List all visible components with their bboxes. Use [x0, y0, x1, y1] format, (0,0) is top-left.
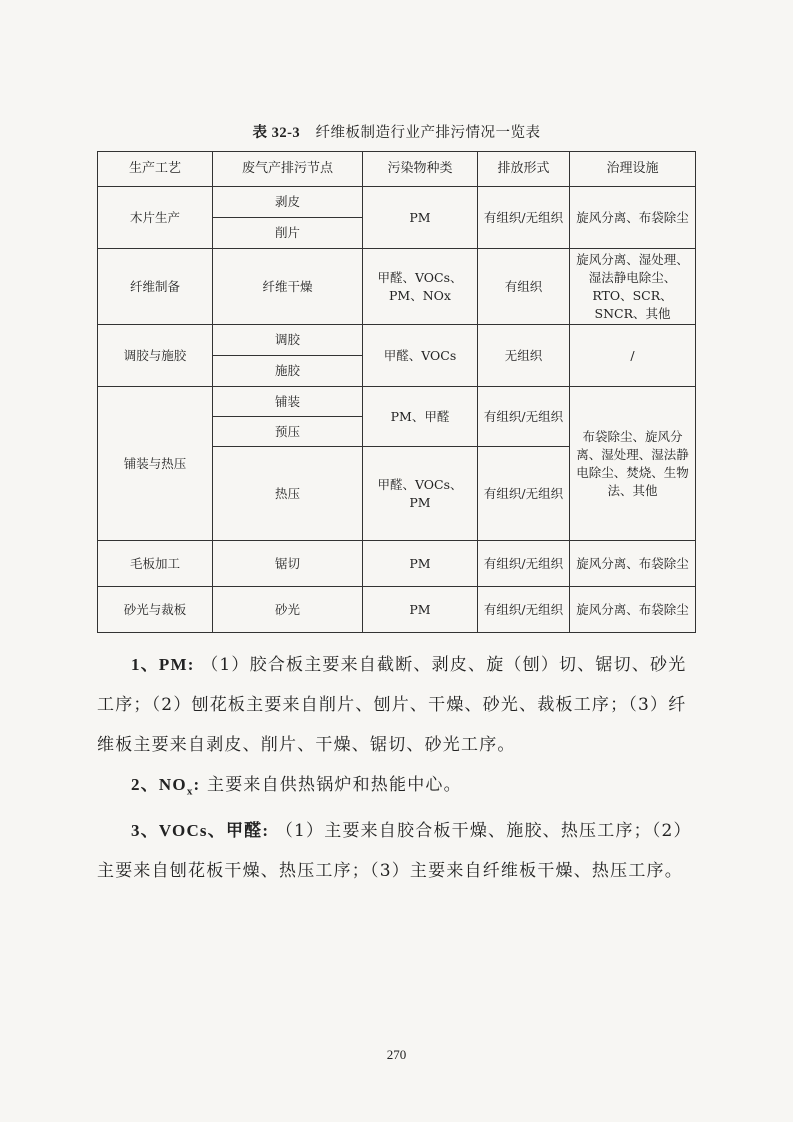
emission-cell: 有组织/无组织 [478, 541, 570, 587]
node-cell: 砂光 [213, 587, 363, 633]
node-cell: 铺装 [213, 387, 363, 417]
node-cell: 热压 [213, 447, 363, 541]
table-row [98, 541, 696, 587]
process-cell: 纤维制备 [98, 249, 213, 325]
node-cell: 纤维干燥 [213, 249, 363, 325]
node-cell: 锯切 [213, 541, 363, 587]
emission-cell: 有组织 [478, 249, 570, 325]
paragraph-pm [97, 645, 697, 765]
emission-cell: 无组织 [478, 325, 570, 387]
header-cell: 生产工艺 [98, 152, 213, 187]
body-text [97, 645, 697, 891]
pollutant-cell: PM [363, 541, 478, 587]
process-cell: 砂光与裁板 [98, 587, 213, 633]
node-cell: 剥皮 [213, 187, 363, 218]
treatment-cell: 旋风分离、湿处理、湿法静电除尘、RTO、SCR、SNCR、其他 [570, 249, 696, 325]
process-cell: 铺装与热压 [98, 387, 213, 541]
pollutant-cell: 甲醛、VOCs、PM、NOx [363, 249, 478, 325]
pollutant-cell: 甲醛、VOCs、PM [363, 447, 478, 541]
treatment-cell: 布袋除尘、旋风分离、湿处理、湿法静电除尘、焚烧、生物法、其他 [570, 387, 696, 541]
table-row [98, 587, 696, 633]
table-row [98, 187, 696, 218]
emission-cell: 有组织/无组织 [478, 187, 570, 249]
paragraph-text: （1）胶合板主要来自截断、剥皮、旋（刨）切、锯切、砂光工序；（2）刨花板主要来自削片、刨片、干燥、砂光、裁板工序；（3）纤维板主要来自剥皮、削片、干燥、锯切、砂光工序。 [97, 655, 687, 755]
table-row [98, 325, 696, 356]
paragraph-text: （1）主要来自胶合板干燥、施胶、热压工序；（2）主要来自刨花板干燥、热压工序；（3）主要来自纤维板干燥、热压工序。 [97, 821, 692, 882]
pollutant-cell: 甲醛、VOCs [363, 325, 478, 387]
node-cell: 预压 [213, 417, 363, 447]
paragraph-nox [97, 765, 697, 811]
emission-cell: 有组织/无组织 [478, 587, 570, 633]
pollutant-cell: PM [363, 587, 478, 633]
paragraph-lead: 3、VOCs、甲醛: [131, 821, 270, 841]
header-cell: 排放形式 [478, 152, 570, 187]
paragraph-text: 主要来自供热锅炉和热能中心。 [207, 775, 462, 795]
pollutant-cell: PM、甲醛 [363, 387, 478, 447]
page-number: 270 [386, 1047, 407, 1062]
paragraph-lead: 2、$NO_x$: [131, 775, 201, 798]
process-cell: 毛板加工 [98, 541, 213, 587]
emission-cell: 有组织/无组织 [478, 387, 570, 447]
pollutant-cell: PM [363, 187, 478, 249]
treatment-cell: / [570, 325, 696, 387]
emission-cell: 有组织/无组织 [478, 447, 570, 541]
table-title: 纤维板制造行业产排污情况一览表 [315, 125, 541, 141]
header-cell: 废气产排污节点 [213, 152, 363, 187]
table-row [98, 249, 696, 325]
treatment-cell: 旋风分离、布袋除尘 [570, 587, 696, 633]
process-cell: 木片生产 [98, 187, 213, 249]
paragraph-lead: 1、PM: [131, 655, 195, 674]
node-cell: 施胶 [213, 356, 363, 387]
treatment-cell: 旋风分离、布袋除尘 [570, 187, 696, 249]
header-cell: 治理设施 [570, 152, 696, 187]
table-number: 表 32-3 [252, 125, 301, 141]
node-cell: 调胶 [213, 325, 363, 356]
paragraph-vocs [97, 811, 697, 891]
table-row [98, 387, 696, 417]
process-cell: 调胶与施胶 [98, 325, 213, 387]
table-header-row [98, 152, 696, 187]
table-caption [0, 121, 793, 142]
node-cell: 削片 [213, 218, 363, 249]
header-cell: 污染物种类 [363, 152, 478, 187]
treatment-cell: 旋风分离、布袋除尘 [570, 541, 696, 587]
emissions-table [97, 151, 696, 633]
